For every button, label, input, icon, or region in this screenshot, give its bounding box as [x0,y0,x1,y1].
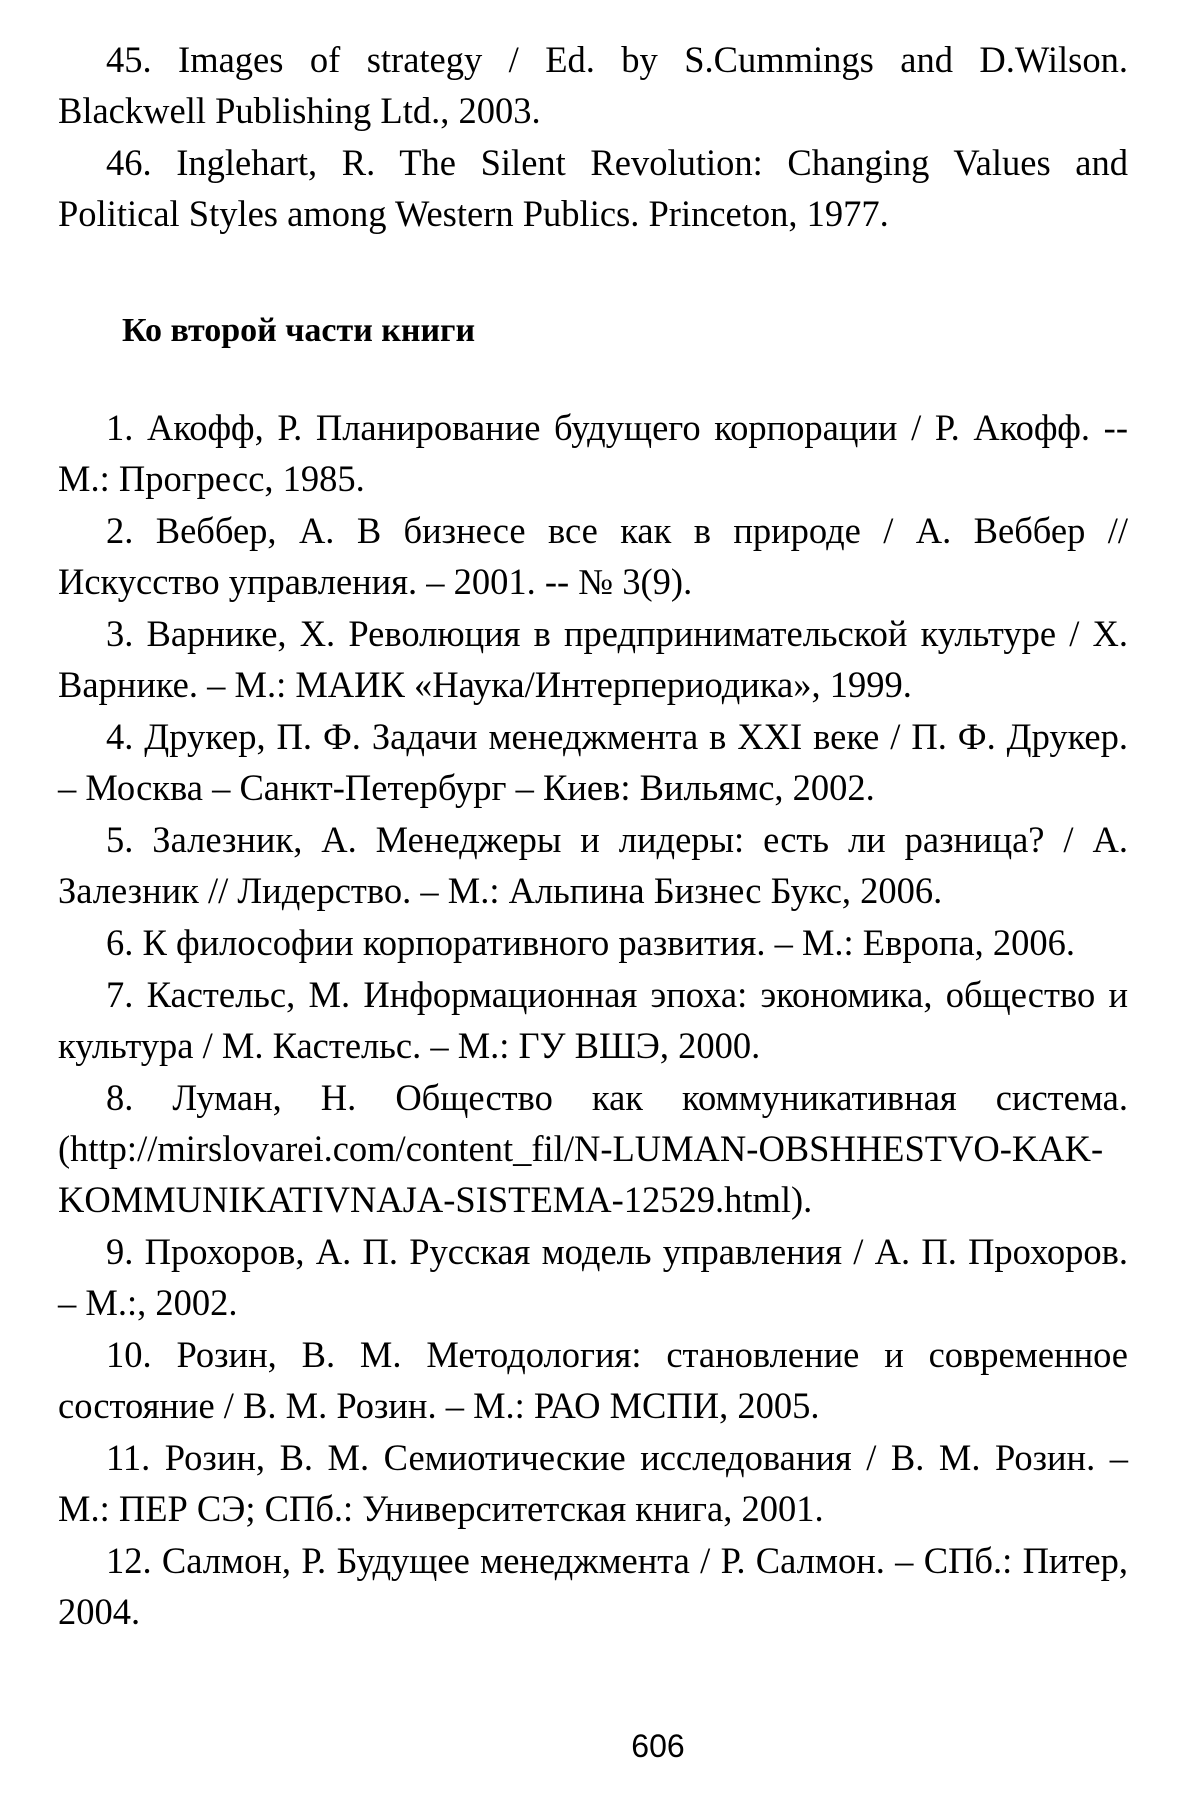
reference-entry-8: 8. Луман, Н. Общество как коммуникативная система. (http://mirslovarei.com/content_fil/N-LUMAN-OBSHHESTVO-KAK-KOMMUNIKATIVNAJA-SISTEMA-12529.html). [58,1077,1128,1220]
reference-entry-4: 4. Друкер, П. Ф. Задачи менеджмента в XXI веке / П. Ф. Друкер. – Москва – Санкт-Петербург – Киев: Вильямс, 2002. [58,716,1128,808]
reference-entry-7: 7. Кастельс, М. Информационная эпоха: экономика, общество и культура / М. Кастельс. – М.: ГУ ВШЭ, 2000. [58,974,1128,1066]
book-page [58,34,1128,1774]
reference-entry-6: 6. К философии корпоративного развития. – М.: Европа, 2006. [106,922,1075,963]
reference-entry-46: 46. Inglehart, R. The Silent Revolution: Changing Values and Political Styles among Western Publics. Princeton, 1977. [58,142,1128,234]
reference-entry-12: 12. Салмон, Р. Будущее менеджмента / Р. Салмон. – СПб.: Питер, 2004. [58,1540,1128,1632]
reference-entry-2: 2. Веббер, А. В бизнесе все как в природе / А. Веббер // Искусство управления. – 2001. -- № 3(9). [58,510,1128,602]
reference-entry-3: 3. Варнике, Х. Революция в предпринимательской культуре / Х. Варнике. – М.: МАИК «Наука/Интерпериодика», 1999. [58,613,1128,705]
reference-entry-45: 45. Images of strategy / Ed. by S.Cummings and D.Wilson. Blackwell Publishing Ltd., 2003. [58,39,1128,131]
reference-entry-9: 9. Прохоров, А. П. Русская модель управления / А. П. Прохоров. – М.:, 2002. [58,1231,1128,1323]
reference-entry-11: 11. Розин, В. М. Семиотические исследования / В. М. Розин. – М.: ПЕР СЭ; СПб.: Университетская книга, 2001. [58,1437,1128,1529]
reference-entry-10: 10. Розин, В. М. Методология: становление и современное состояние / В. М. Розин. – М.: РАО МСПИ, 2005. [58,1334,1128,1426]
reference-entry-5: 5. Залезник, А. Менеджеры и лидеры: есть ли разница? / А. Залезник // Лидерство. – М.: Альпина Бизнес Букс, 2006. [58,819,1128,911]
reference-list-part-two [58,402,1128,1637]
page-number: 606 [631,1728,685,1764]
section-heading: Ко второй части книги [122,312,476,349]
reference-entry-1: 1. Акофф, Р. Планирование будущего корпорации / Р. Акофф. -- М.: Прогресс, 1985. [58,407,1128,499]
reference-list-part-one [58,34,1128,239]
